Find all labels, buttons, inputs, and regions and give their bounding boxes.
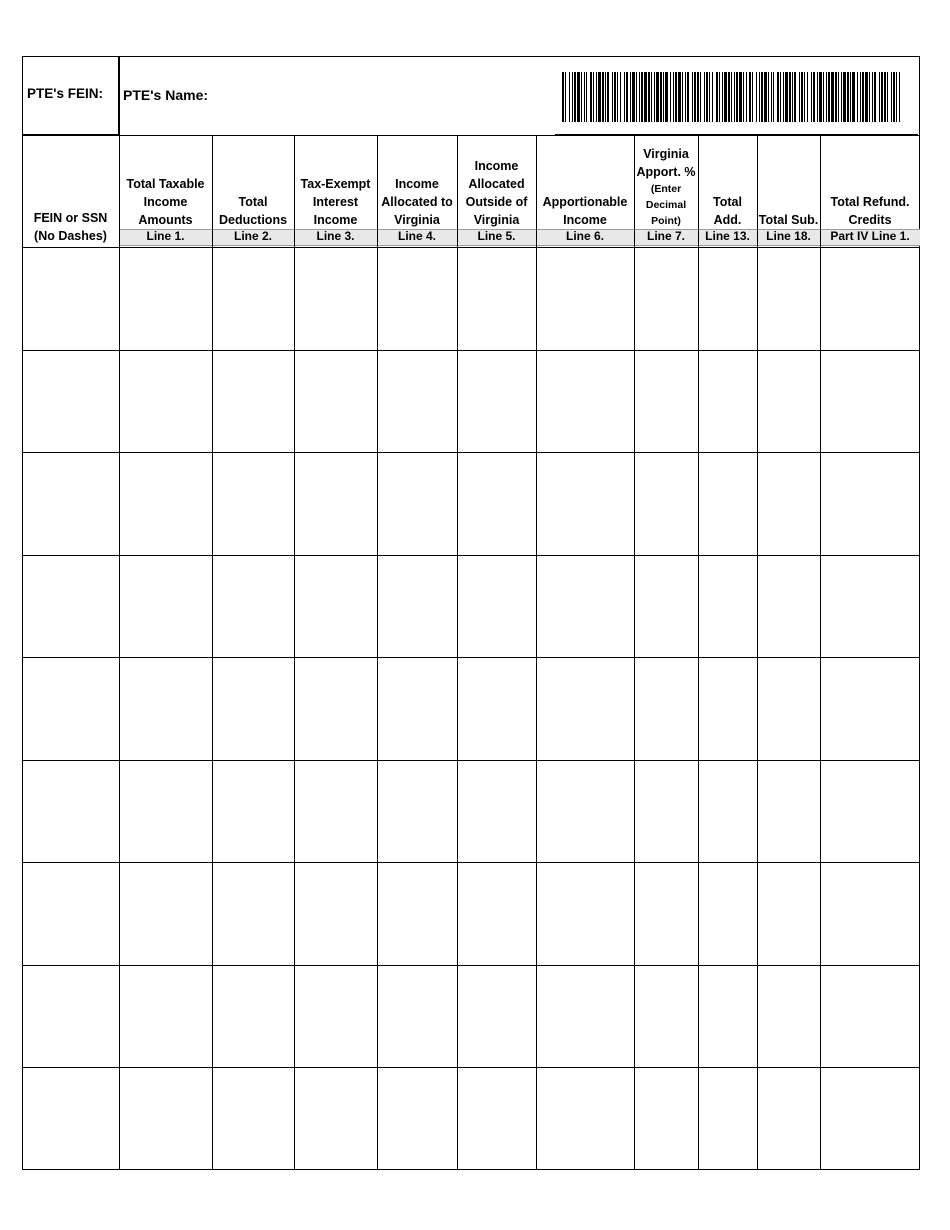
table-cell[interactable]	[459, 762, 534, 861]
column-divider	[457, 135, 458, 1169]
barcode-bar	[706, 72, 708, 122]
line-reference: Line 18.	[766, 229, 811, 243]
table-cell[interactable]	[538, 967, 632, 1066]
column-heading	[634, 137, 698, 229]
row-divider	[22, 657, 920, 658]
barcode-bar	[607, 72, 609, 122]
table-cell[interactable]	[538, 454, 632, 553]
table-cell[interactable]	[759, 967, 818, 1066]
barcode-bar	[719, 72, 720, 122]
table-cell[interactable]	[379, 659, 455, 758]
table-cell[interactable]	[538, 557, 632, 656]
barcode-bar	[783, 72, 784, 122]
barcode-bar	[826, 72, 827, 122]
barcode-bar	[752, 72, 753, 122]
barcode-bar	[891, 72, 892, 122]
column-heading-text: Virginia Apport. %	[636, 147, 696, 179]
barcode-bar	[893, 72, 895, 122]
table-cell[interactable]	[636, 864, 696, 963]
barcode-bar	[879, 72, 880, 122]
table-cell[interactable]	[759, 352, 818, 451]
barcode-bar	[636, 72, 637, 122]
barcode-bar	[728, 72, 730, 122]
table-cell[interactable]	[700, 249, 755, 348]
barcode-bar	[577, 72, 580, 122]
column-heading-text: Total Refund. Credits	[830, 195, 910, 227]
table-cell[interactable]	[538, 1069, 632, 1168]
table-cell[interactable]	[700, 659, 755, 758]
table-cell[interactable]	[459, 249, 534, 348]
barcode-bar	[572, 72, 573, 122]
table-cell[interactable]	[636, 249, 696, 348]
column-heading-note: (Enter Decimal Point)	[645, 183, 687, 227]
table-cell[interactable]	[822, 659, 918, 758]
table-cell[interactable]	[296, 352, 375, 451]
barcode-bar	[660, 72, 662, 122]
column-heading-text: FEIN or SSN (No Dashes)	[33, 211, 108, 243]
barcode-bar	[675, 72, 677, 122]
line-reference: Line 5.	[477, 229, 516, 243]
table-cell[interactable]	[759, 454, 818, 553]
barcode-bar	[874, 72, 876, 122]
column-heading-text: Total Deductions	[218, 195, 288, 227]
line-reference: Line 3.	[316, 229, 355, 243]
table-cell[interactable]	[121, 864, 210, 963]
table-cell[interactable]	[636, 1069, 696, 1168]
column-heading	[757, 137, 820, 229]
barcode-bar	[899, 72, 900, 122]
table-cell[interactable]	[700, 967, 755, 1066]
table-cell[interactable]	[759, 659, 818, 758]
table-cell[interactable]	[24, 249, 117, 348]
barcode-bar	[872, 72, 873, 122]
table-cell[interactable]	[24, 967, 117, 1066]
table-cell[interactable]	[121, 659, 210, 758]
barcode-bar	[692, 72, 693, 122]
barcode-bar	[852, 72, 855, 122]
table-cell[interactable]	[459, 864, 534, 963]
line-reference: Part IV Line 1.	[830, 229, 910, 243]
barcode-bar	[896, 72, 897, 122]
table-cell[interactable]	[459, 454, 534, 553]
barcode-bar	[605, 72, 606, 122]
column-divider	[377, 135, 378, 1169]
barcode-bar	[617, 72, 618, 122]
barcode-bar	[807, 72, 808, 122]
table-cell[interactable]	[459, 1069, 534, 1168]
table-cell[interactable]	[759, 1069, 818, 1168]
barcode-bar	[687, 72, 689, 122]
table-cell[interactable]	[24, 454, 117, 553]
table-cell[interactable]	[822, 864, 918, 963]
table-cell[interactable]	[214, 967, 292, 1066]
table-cell[interactable]	[459, 557, 534, 656]
barcode-bar	[736, 72, 738, 122]
table-cell[interactable]	[538, 659, 632, 758]
table-cell[interactable]	[24, 864, 117, 963]
table-cell[interactable]	[538, 762, 632, 861]
barcode-bar	[857, 72, 858, 122]
barcode-bar	[850, 72, 851, 122]
table-cell[interactable]	[822, 454, 918, 553]
column-heading	[212, 137, 294, 229]
barcode-bar	[847, 72, 849, 122]
table-cell[interactable]	[459, 967, 534, 1066]
barcode-bar	[639, 72, 640, 122]
table-cell[interactable]	[214, 557, 292, 656]
column-heading-text: Income Allocated Outside of Virginia	[465, 159, 528, 227]
barcode-bar	[828, 72, 830, 122]
table-cell[interactable]	[296, 1069, 375, 1168]
barcode-bar	[598, 72, 601, 122]
table-cell[interactable]	[121, 454, 210, 553]
barcode-bar	[794, 72, 796, 122]
line-reference: Line 6.	[565, 229, 604, 243]
line-reference: Line 1.	[146, 229, 185, 243]
barcode-bar	[823, 72, 824, 122]
pte-fein-label: PTE's FEIN:	[27, 86, 103, 101]
table-cell[interactable]	[121, 967, 210, 1066]
barcode-bar	[884, 72, 886, 122]
barcode-bar	[819, 72, 822, 122]
table-cell[interactable]	[214, 659, 292, 758]
table-cell[interactable]	[121, 1069, 210, 1168]
barcode-bar	[562, 72, 564, 122]
barcode-bar	[724, 72, 727, 122]
barcode-bar	[697, 72, 699, 122]
barcode-bar	[685, 72, 686, 122]
barcode-bar	[682, 72, 683, 122]
column-divider	[536, 135, 537, 1169]
table-cell[interactable]	[296, 864, 375, 963]
column-divider	[698, 135, 699, 1169]
barcode-bar	[734, 72, 735, 122]
table-cell[interactable]	[700, 1069, 755, 1168]
barcode-bar	[678, 72, 681, 122]
barcode-bar	[670, 72, 671, 122]
table-cell[interactable]	[538, 352, 632, 451]
table-cell[interactable]	[379, 762, 455, 861]
barcode-bar	[656, 72, 659, 122]
table-cell[interactable]	[379, 454, 455, 553]
table-cell[interactable]	[296, 967, 375, 1066]
barcode-bar	[641, 72, 643, 122]
table-cell[interactable]	[759, 762, 818, 861]
barcode-bar	[612, 72, 613, 122]
barcode-bar	[602, 72, 604, 122]
barcode-bar	[614, 72, 616, 122]
barcode-bar	[771, 72, 772, 122]
table-cell[interactable]	[296, 762, 375, 861]
column-divider	[212, 135, 213, 1169]
column-heading	[820, 137, 920, 229]
barcode-bar	[865, 72, 868, 122]
column-heading-text: Apportionable Income	[542, 195, 628, 227]
column-heading	[294, 137, 377, 229]
table-cell[interactable]	[121, 557, 210, 656]
table-cell[interactable]	[214, 249, 292, 348]
table-cell[interactable]	[759, 249, 818, 348]
table-cell[interactable]	[214, 454, 292, 553]
table-cell[interactable]	[822, 762, 918, 861]
table-cell[interactable]	[121, 352, 210, 451]
table-cell[interactable]	[700, 454, 755, 553]
barcode-bar	[581, 72, 582, 122]
row-divider	[22, 862, 920, 863]
barcode-bar	[804, 72, 805, 122]
barcode-bar	[811, 72, 812, 122]
table-cell[interactable]	[379, 249, 455, 348]
table-cell[interactable]	[636, 967, 696, 1066]
row-divider	[22, 1067, 920, 1068]
table-cell[interactable]	[636, 557, 696, 656]
table-cell[interactable]	[538, 864, 632, 963]
barcode-bar	[584, 72, 585, 122]
barcode-bar	[673, 72, 674, 122]
table-cell[interactable]	[636, 352, 696, 451]
column-divider	[820, 135, 821, 1169]
row-divider	[22, 452, 920, 453]
barcode-bar	[648, 72, 650, 122]
barcode-bar	[596, 72, 597, 122]
barcode-bar	[694, 72, 696, 122]
barcode-bar	[709, 72, 710, 122]
column-heading	[22, 137, 119, 245]
barcode	[562, 72, 901, 122]
barcode-bar	[626, 72, 628, 122]
barcode-bar	[749, 72, 751, 122]
barcode-bar	[869, 72, 870, 122]
barcode-bar	[785, 72, 788, 122]
barcode-bar	[761, 72, 763, 122]
table-cell[interactable]	[24, 762, 117, 861]
line-reference: Line 13.	[705, 229, 750, 243]
table-cell[interactable]	[459, 659, 534, 758]
table-cell[interactable]	[214, 1069, 292, 1168]
barcode-bar	[841, 72, 842, 122]
barcode-bar	[759, 72, 760, 122]
barcode-bar	[569, 72, 570, 122]
barcode-bar	[565, 72, 566, 122]
barcode-bar	[756, 72, 757, 122]
barcode-bar	[593, 72, 594, 122]
table-cell[interactable]	[24, 352, 117, 451]
table-cell[interactable]	[121, 249, 210, 348]
barcode-bar	[632, 72, 635, 122]
table-cell[interactable]	[121, 762, 210, 861]
column-heading-text: Total Add.	[713, 195, 742, 227]
barcode-bar	[881, 72, 883, 122]
table-cell[interactable]	[379, 557, 455, 656]
table-cell[interactable]	[379, 967, 455, 1066]
barcode-bar	[838, 72, 839, 122]
line-reference: Line 2.	[233, 229, 272, 243]
column-divider	[757, 135, 758, 1169]
barcode-bar	[739, 72, 742, 122]
column-heading-text: Tax-Exempt Interest Income	[300, 177, 371, 227]
table-cell[interactable]	[822, 352, 918, 451]
barcode-bar	[722, 72, 723, 122]
barcode-bar	[887, 72, 888, 122]
column-heading	[119, 137, 212, 229]
barcode-bar	[817, 72, 818, 122]
table-cell[interactable]	[214, 352, 292, 451]
table-cell[interactable]	[296, 659, 375, 758]
table-cell[interactable]	[822, 249, 918, 348]
table-cell[interactable]	[214, 864, 292, 963]
table-cell[interactable]	[822, 557, 918, 656]
table-cell[interactable]	[700, 352, 755, 451]
table-cell[interactable]	[636, 454, 696, 553]
barcode-bar	[831, 72, 834, 122]
barcode-bar	[590, 72, 592, 122]
barcode-bar	[835, 72, 837, 122]
barcode-bar	[665, 72, 668, 122]
barcode-bar	[860, 72, 861, 122]
table-cell[interactable]	[700, 762, 755, 861]
barcode-bar	[586, 72, 587, 122]
barcode-bar	[764, 72, 767, 122]
table-cell[interactable]	[700, 864, 755, 963]
barcode-bar	[712, 72, 713, 122]
row-divider	[22, 247, 920, 248]
table-cell[interactable]	[24, 557, 117, 656]
column-divider	[294, 135, 295, 1169]
barcode-bar	[700, 72, 701, 122]
barcode-bar	[624, 72, 625, 122]
table-cell[interactable]	[459, 352, 534, 451]
barcode-bar	[620, 72, 621, 122]
barcode-bar	[801, 72, 803, 122]
barcode-bar	[630, 72, 631, 122]
column-heading	[377, 137, 457, 229]
barcode-bar	[777, 72, 779, 122]
line-reference: Line 7.	[646, 229, 685, 243]
barcode-bar	[799, 72, 800, 122]
barcode-bar	[716, 72, 718, 122]
barcode-bar	[862, 72, 864, 122]
table-cell[interactable]	[700, 557, 755, 656]
table-cell[interactable]	[636, 762, 696, 861]
pte-name-label: PTE's Name:	[123, 87, 209, 103]
column-heading	[457, 137, 536, 229]
barcode-bar	[746, 72, 747, 122]
barcode-bar	[731, 72, 732, 122]
barcode-bar	[813, 72, 815, 122]
table-cell[interactable]	[759, 557, 818, 656]
barcode-bar	[704, 72, 705, 122]
barcode-bar	[651, 72, 652, 122]
barcode-bar	[789, 72, 791, 122]
table-cell[interactable]	[379, 352, 455, 451]
table-cell[interactable]	[296, 249, 375, 348]
table-cell[interactable]	[24, 1069, 117, 1168]
column-heading-text: Total Sub.	[758, 213, 819, 227]
table-cell[interactable]	[24, 659, 117, 758]
barcode-bar	[663, 72, 664, 122]
barcode-bar	[773, 72, 774, 122]
table-cell[interactable]	[379, 864, 455, 963]
barcode-bar	[792, 72, 793, 122]
barcode-bar	[768, 72, 769, 122]
column-divider	[634, 135, 635, 1169]
table-cell[interactable]	[296, 557, 375, 656]
table-cell[interactable]	[636, 659, 696, 758]
table-cell[interactable]	[538, 249, 632, 348]
column-heading	[698, 137, 757, 229]
table-cell[interactable]	[822, 1069, 918, 1168]
barcode-bar	[574, 72, 576, 122]
column-heading	[536, 137, 634, 229]
table-cell[interactable]	[822, 967, 918, 1066]
barcode-bar	[843, 72, 846, 122]
line-reference: Line 4.	[397, 229, 436, 243]
header-divider	[22, 135, 920, 136]
table-cell[interactable]	[296, 454, 375, 553]
table-cell[interactable]	[214, 762, 292, 861]
table-cell[interactable]	[379, 1069, 455, 1168]
barcode-bar	[654, 72, 655, 122]
table-cell[interactable]	[759, 864, 818, 963]
barcode-bar	[743, 72, 744, 122]
column-heading-text: Total Taxable Income Amounts	[126, 177, 205, 227]
barcode-bar	[780, 72, 781, 122]
column-heading-text: Income Allocated to Virginia	[381, 177, 453, 227]
barcode-bar	[644, 72, 647, 122]
